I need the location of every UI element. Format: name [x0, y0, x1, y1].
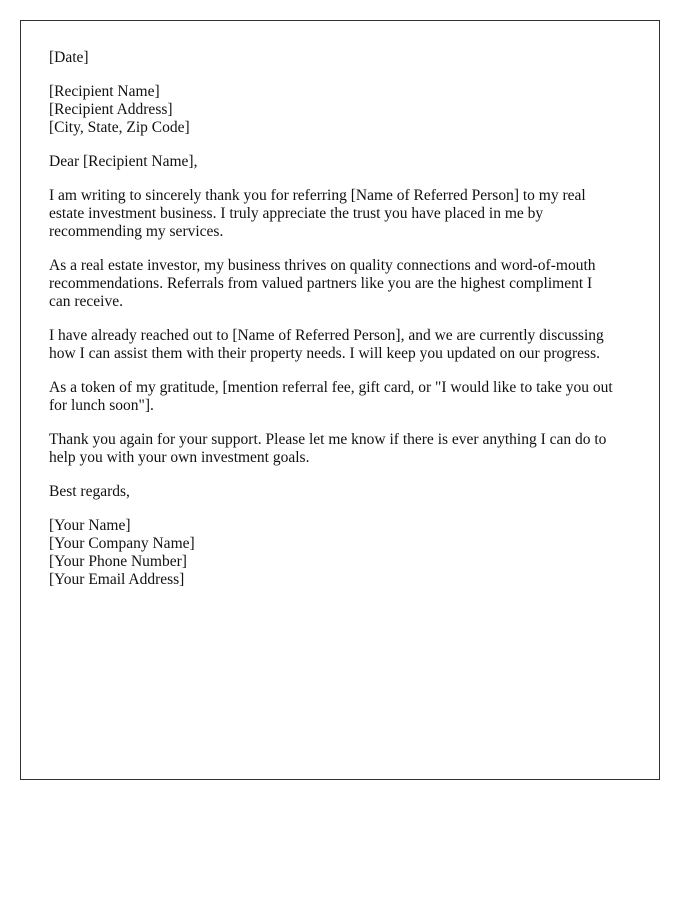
salutation: Dear [Recipient Name],: [49, 153, 198, 170]
letter-page: [20, 20, 660, 780]
body-paragraph-3: [49, 327, 631, 363]
signature-phone: [Your Phone Number]: [49, 553, 187, 570]
recipient-name: [Recipient Name]: [49, 83, 160, 100]
closing: Best regards,: [49, 483, 130, 500]
recipient-address: [Recipient Address]: [49, 101, 173, 118]
letter-date: [Date]: [49, 49, 89, 66]
paragraph-line: recommending my services.: [49, 223, 224, 240]
paragraph-line: I have already reached out to [Name of Referred Person], and we are currently discussing: [49, 327, 604, 344]
signature-email: [Your Email Address]: [49, 571, 185, 588]
body-paragraph-1: [49, 187, 631, 241]
recipient-address-block: [49, 83, 631, 137]
salutation-block: [49, 153, 631, 171]
paragraph-line: As a real estate investor, my business thrives on quality connections and word-of-mouth: [49, 257, 596, 274]
paragraph-line: estate investment business. I truly appreciate the trust you have placed in me by: [49, 205, 544, 222]
signature-company: [Your Company Name]: [49, 535, 195, 552]
paragraph-line: Thank you again for your support. Please let me know if there is ever anything I can do to: [49, 431, 607, 448]
paragraph-line: help you with your own investment goals.: [49, 449, 310, 466]
paragraph-line: I am writing to sincerely thank you for referring [Name of Referred Person] to my real: [49, 187, 586, 204]
paragraph-line: how I can assist them with their property needs. I will keep you updated on our progress.: [49, 345, 600, 362]
date-block: [49, 49, 631, 67]
signature-name: [Your Name]: [49, 517, 131, 534]
paragraph-line: can receive.: [49, 293, 123, 310]
paragraph-line: As a token of my gratitude, [mention referral fee, gift card, or "I would like to take you out: [49, 379, 613, 396]
paragraph-line: for lunch soon"].: [49, 397, 154, 414]
paragraph-line: recommendations. Referrals from valued partners like you are the highest compliment I: [49, 275, 593, 292]
signature-block: [49, 517, 631, 589]
body-paragraph-2: [49, 257, 631, 311]
closing-block: [49, 483, 631, 501]
body-paragraph-4: [49, 379, 631, 415]
body-paragraph-5: [49, 431, 631, 467]
recipient-city-state-zip: [City, State, Zip Code]: [49, 119, 190, 136]
